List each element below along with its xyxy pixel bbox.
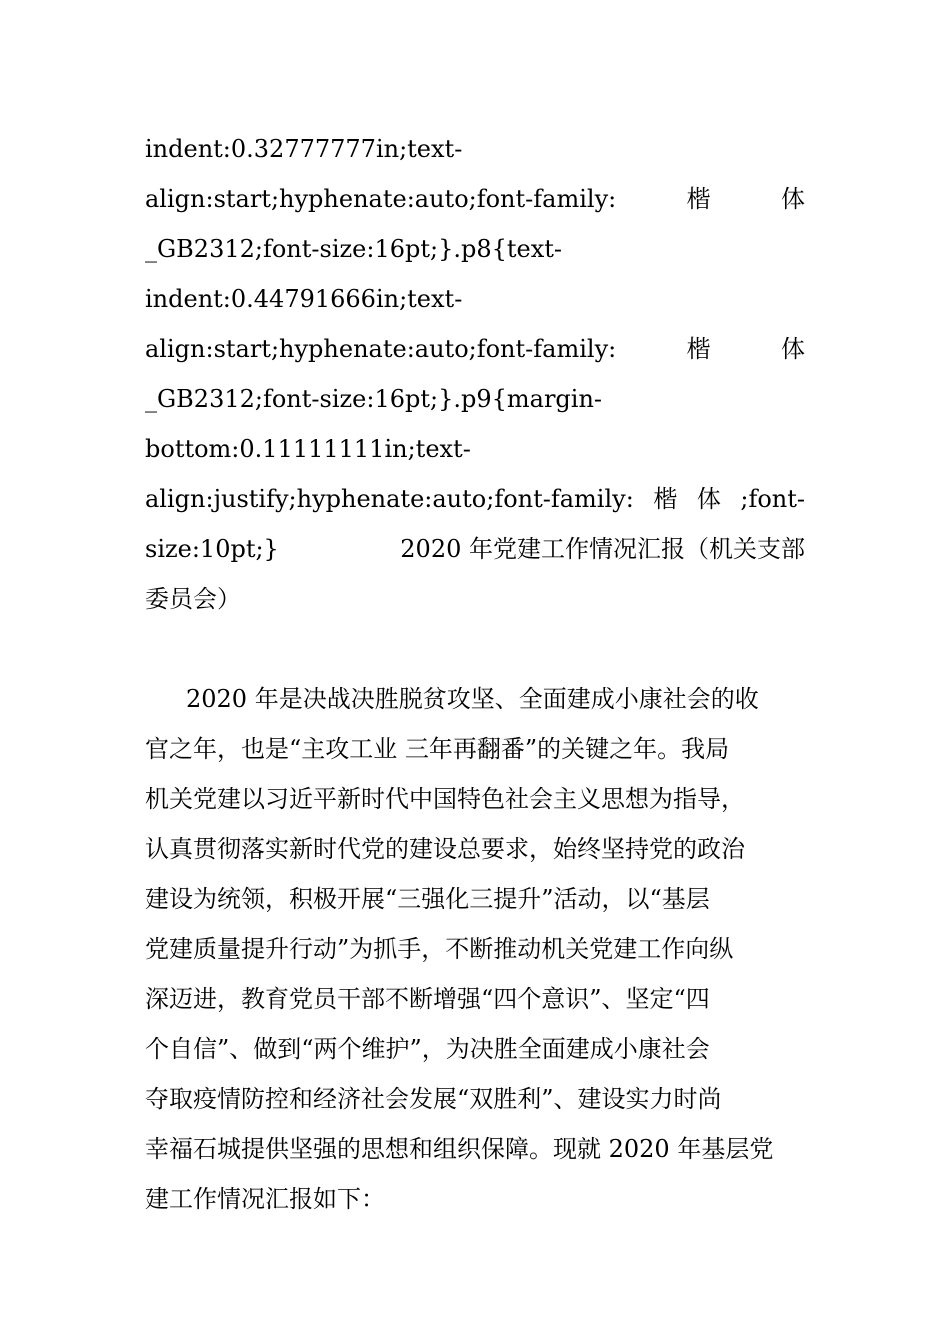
paragraph-line-7: 深迈进，教育党员干部不断增强“四个意识”、坚定“四	[145, 985, 710, 1013]
css-artifact-text: size:10pt;}	[145, 535, 279, 563]
paragraph-line-11: 建工作情况汇报如下：	[145, 1185, 385, 1213]
paragraph-line-1: 2020 年是决战决胜脱贫攻坚、全面建成小康社会的收	[186, 685, 759, 713]
css-artifact-line-6: _GB2312;font-size:16pt;}.p9{margin-	[145, 385, 603, 413]
css-artifact-text: align:start;hyphenate:auto;font-family:	[145, 185, 617, 213]
css-artifact-text: align:start;hyphenate:auto;font-family:	[145, 335, 617, 363]
css-artifact-font-char: 体	[781, 335, 805, 363]
paragraph-line-10: 幸福石城提供坚强的思想和组织保障。现就 2020 年基层党	[145, 1135, 774, 1163]
paragraph-line-6: 党建质量提升行动”为抓手，不断推动机关党建工作向纵	[145, 935, 734, 963]
paragraph-line-9: 夺取疫情防控和经济社会发展“双胜利”、建设实力时尚	[145, 1085, 722, 1113]
css-artifact-line-4: indent:0.44791666in;text-	[145, 285, 463, 313]
css-artifact-font-char: 体	[696, 485, 721, 513]
css-artifact-font-char: 体	[781, 185, 805, 213]
document-title-part-2: 委员会）	[145, 585, 241, 613]
paragraph-line-5: 建设为统领，积极开展“三强化三提升”活动，以“基层	[145, 885, 710, 913]
paragraph-line-2: 官之年，也是“主攻工业 三年再翻番”的关键之年。我局	[145, 735, 730, 763]
paragraph-line-8: 个自信”、做到“两个维护”，为决胜全面建成小康社会	[145, 1035, 710, 1063]
css-artifact-line-7: bottom:0.11111111in;text-	[145, 435, 471, 463]
css-artifact-line-9	[145, 524, 805, 574]
css-artifact-font-char: 楷	[653, 485, 678, 513]
css-artifact-text: ;font-	[740, 485, 805, 513]
paragraph-line-3: 机关党建以习近平新时代中国特色社会主义思想为指导，	[145, 785, 745, 813]
css-artifact-text: align:justify;hyphenate:auto;font-family:	[145, 485, 634, 513]
document-title-part-1: 2020 年党建工作情况汇报（机关支部	[400, 535, 805, 563]
css-artifact-line-2	[145, 174, 805, 224]
css-artifact-font-char: 楷	[686, 335, 711, 363]
css-artifact-line-8	[145, 474, 805, 524]
css-artifact-line-3: _GB2312;font-size:16pt;}.p8{text-	[145, 235, 563, 263]
css-artifact-line-5	[145, 324, 805, 374]
css-artifact-line-1: indent:0.32777777in;text-	[145, 135, 463, 163]
paragraph-line-4: 认真贯彻落实新时代党的建设总要求，始终坚持党的政治	[145, 835, 745, 863]
css-artifact-font-char: 楷	[686, 185, 711, 213]
